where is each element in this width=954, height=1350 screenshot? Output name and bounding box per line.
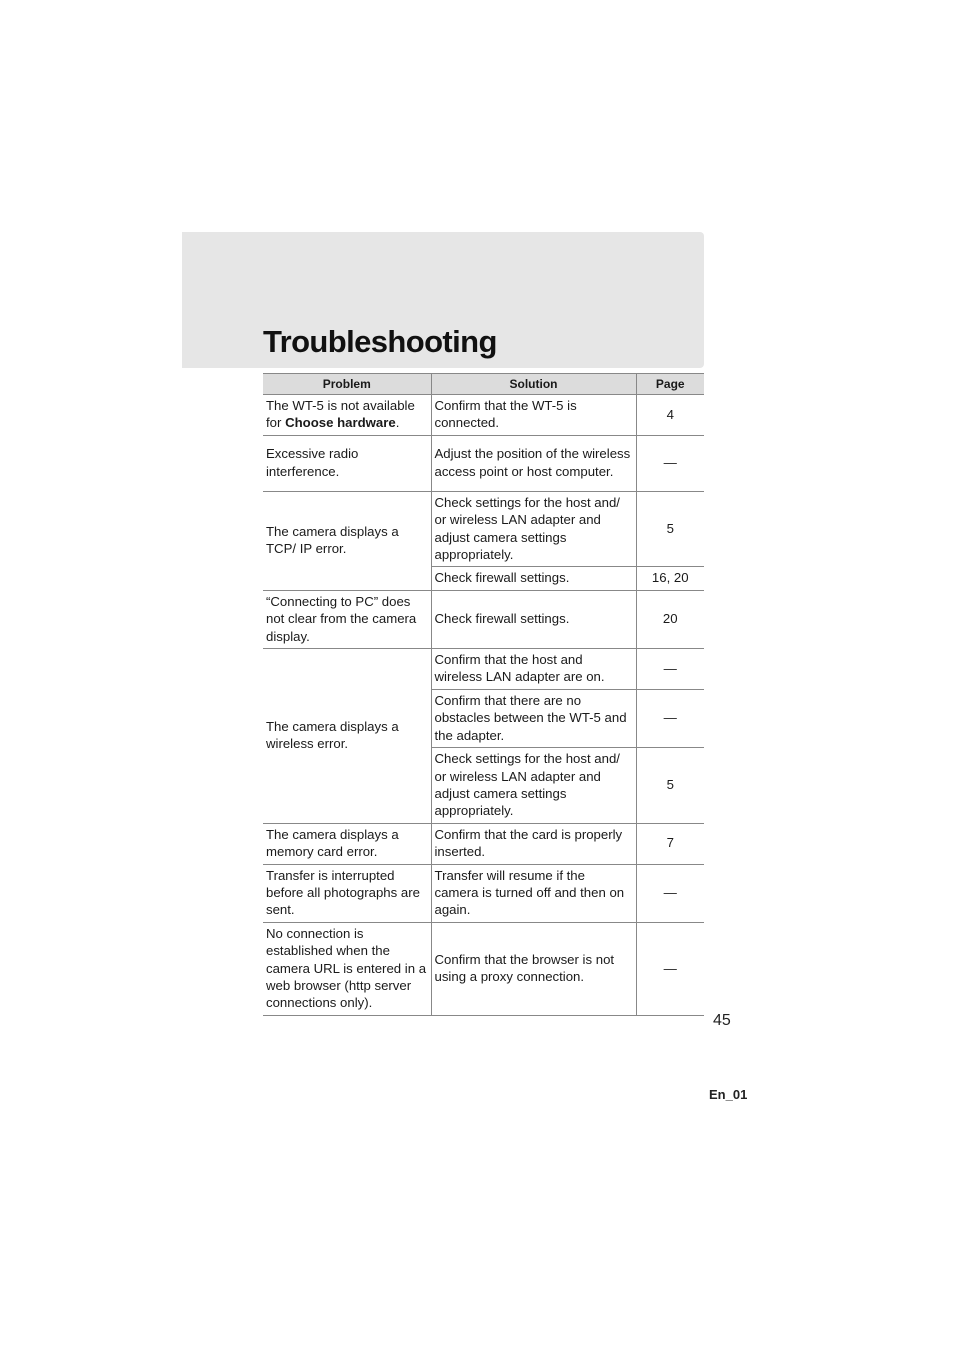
problem-cell: The camera displays a memory card error.	[263, 823, 431, 864]
solution-cell: Confirm that the host and wireless LAN adapter are on.	[431, 649, 636, 690]
choose-hardware-label: Choose hardware	[285, 415, 396, 431]
troubleshooting-table	[263, 373, 704, 1016]
problem-cell: The camera displays a wireless error.	[263, 649, 431, 824]
header-solution: Solution	[431, 374, 636, 395]
solution-cell: Check settings for the host and/ or wireless LAN adapter and adjust camera settings appropriately.	[431, 748, 636, 824]
page-cell: 5	[636, 491, 704, 567]
table-row	[263, 864, 704, 922]
page-cell: —	[636, 864, 704, 922]
header-page: Page	[636, 374, 704, 395]
table-row	[263, 395, 704, 436]
document-code: En_01	[709, 1087, 748, 1102]
page-cell: 20	[636, 590, 704, 648]
solution-cell: Confirm that the card is properly inserted.	[431, 823, 636, 864]
solution-cell: Check firewall settings.	[431, 590, 636, 648]
page-cell: —	[636, 435, 704, 491]
solution-cell: Confirm that the browser is not using a proxy connection.	[431, 922, 636, 1015]
page-cell: —	[636, 689, 704, 747]
problem-text-end: .	[395, 415, 400, 431]
problem-cell: Excessive radio interference.	[263, 435, 431, 491]
problem-text: The WT-5 is not available for	[266, 398, 415, 431]
table-header-row	[263, 374, 704, 395]
page-cell: 4	[636, 395, 704, 436]
problem-cell: No connection is established when the camera URL is entered in a web browser (http server connections only).	[263, 922, 431, 1015]
problem-cell: The camera displays a TCP/ IP error.	[263, 491, 431, 590]
page-cell: 5	[636, 748, 704, 824]
page-cell: 16, 20	[636, 567, 704, 590]
header-problem: Problem	[263, 374, 431, 395]
table-row	[263, 435, 704, 491]
page-title: Troubleshooting	[263, 324, 497, 359]
table-row	[263, 590, 704, 648]
page-number: 45	[713, 1012, 731, 1029]
solution-cell: Transfer will resume if the camera is turned off and then on again.	[431, 864, 636, 922]
problem-cell: Transfer is interrupted before all photographs are sent.	[263, 864, 431, 922]
table-row	[263, 823, 704, 864]
solution-cell: Check settings for the host and/ or wireless LAN adapter and adjust camera settings appropriately.	[431, 491, 636, 567]
table-row	[263, 649, 704, 690]
solution-cell: Check firewall settings.	[431, 567, 636, 590]
table-row	[263, 491, 704, 567]
solution-cell: Confirm that the WT-5 is connected.	[431, 395, 636, 436]
page-cell: 7	[636, 823, 704, 864]
problem-cell	[263, 395, 431, 436]
page-cell: —	[636, 649, 704, 690]
page-cell: —	[636, 922, 704, 1015]
table-row	[263, 922, 704, 1015]
solution-cell: Confirm that there are no obstacles between the WT-5 and the adapter.	[431, 689, 636, 747]
solution-cell: Adjust the position of the wireless access point or host computer.	[431, 435, 636, 491]
problem-cell: “Connecting to PC” does not clear from the camera display.	[263, 590, 431, 648]
